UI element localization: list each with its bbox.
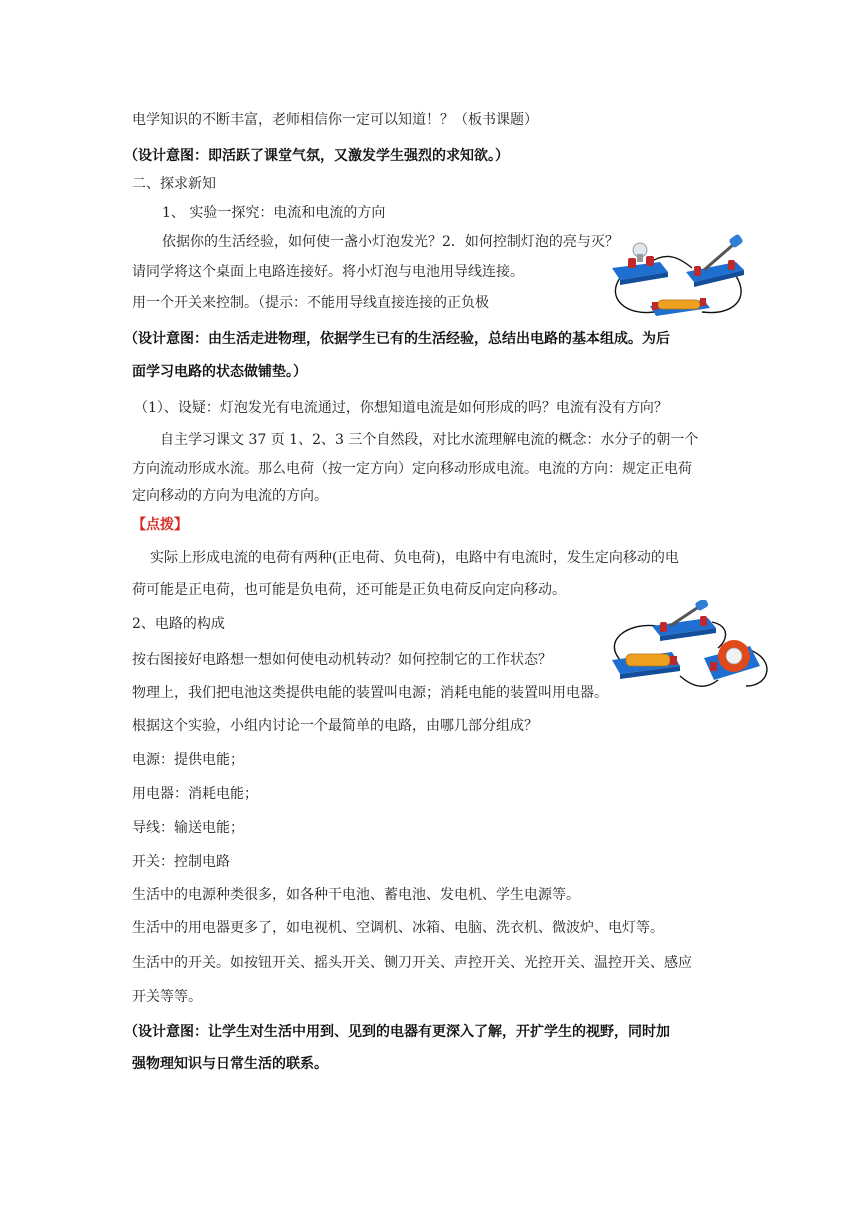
paragraph-line: 开关等等。 (132, 989, 202, 1005)
motor-icon (704, 640, 760, 680)
paragraph-line: 物理上，我们把电池这类提供电能的装置叫电源；消耗电能的装置叫用电器。 (132, 685, 608, 701)
paragraph-line: 荷可能是正电荷，也可能是负电荷，还可能是正负电荷反向定向移动。 (132, 582, 566, 598)
circuit-figure-motor (600, 600, 778, 696)
paragraph-line: 用一个开关来控制。（提示：不能用导线直接连接的正负极 (132, 295, 489, 311)
paragraph-line: 生活中的用电器更多了，如电视机、空调机、冰箱、电脑、洗衣机、微波炉、电灯等。 (132, 920, 664, 936)
paragraph-line: 实际上形成电流的电荷有两种(正电荷、负电荷)，电路中有电流时，发生定向移动的电 (150, 550, 679, 566)
paragraph-line: 生活中的电源种类很多，如各种干电池、蓄电池、发电机、学生电源等。 (132, 887, 580, 903)
paragraph-line: 根据这个实验，小组内讨论一个最简单的电路，由哪几部分组成？ (132, 718, 538, 734)
circuit-figure-bulb (606, 228, 754, 320)
design-intent-note: 面学习电路的状态做铺垫。） (132, 364, 307, 380)
design-intent-note: （设计意图：让学生对生活中用到、见到的电器有更深入了解，开扩学生的视野，同时加 (124, 1024, 670, 1040)
paragraph-line: 电学知识的不断丰富，老师相信你一定可以知道！？（板书课题） (132, 112, 538, 128)
list-item: 电源：提供电能； (132, 752, 244, 768)
knife-switch-icon (686, 233, 744, 287)
paragraph-line: 依据你的生活经验，如何使一盏小灯泡发光？2．如何控制灯泡的亮与灭？ (162, 234, 619, 250)
bulb-holder-icon (612, 243, 668, 285)
battery-icon (612, 652, 680, 679)
design-intent-note: （设计意图：由生活走进物理，依据学生已有的生活经验，总结出电路的基本组成。为后 (124, 331, 670, 347)
hint-heading: 【点拨】 (132, 517, 188, 533)
section-heading: 二、探求新知 (132, 176, 216, 192)
paragraph-line: 自主学习课文 37 页 1、2、3 三个自然段，对比水流理解电流的概念：水分子的朝一个 (160, 432, 699, 448)
battery-icon (650, 298, 710, 316)
design-intent-note: （设计意图：即活跃了课堂气氛，又激发学生强烈的求知欲。） (124, 148, 509, 164)
paragraph-line: 生活中的开关。如按钮开关、摇头开关、铡刀开关、声控开关、光控开关、温控开关、感应 (132, 955, 692, 971)
knife-switch-icon (652, 600, 716, 641)
paragraph-line: 按右图接好电路想一想如何使电动机转动？如何控制它的工作状态？ (132, 652, 552, 668)
paragraph-line: 定向移动的方向为电流的方向。 (132, 488, 328, 504)
list-item: 导线：输送电能； (132, 820, 244, 836)
subsection-heading: 1、 实验一探究：电流和电流的方向 (162, 205, 386, 221)
list-item: 开关：控制电路 (132, 854, 230, 870)
paragraph-line: （1）、设疑：灯泡发光有电流通过，你想知道电流是如何形成的吗？电流有没有方向？ (134, 400, 668, 416)
design-intent-note: 强物理知识与日常生活的联系。 (132, 1056, 328, 1072)
paragraph-line: 请同学将这个桌面上电路连接好。将小灯泡与电池用导线连接。 (132, 264, 524, 280)
list-item: 用电器：消耗电能； (132, 786, 258, 802)
subsection-heading: 2、电路的构成 (132, 616, 225, 632)
paragraph-line: 方向流动形成水流。那么电荷（按一定方向）定向移动形成电流。电流的方向：规定正电荷 (132, 461, 692, 477)
